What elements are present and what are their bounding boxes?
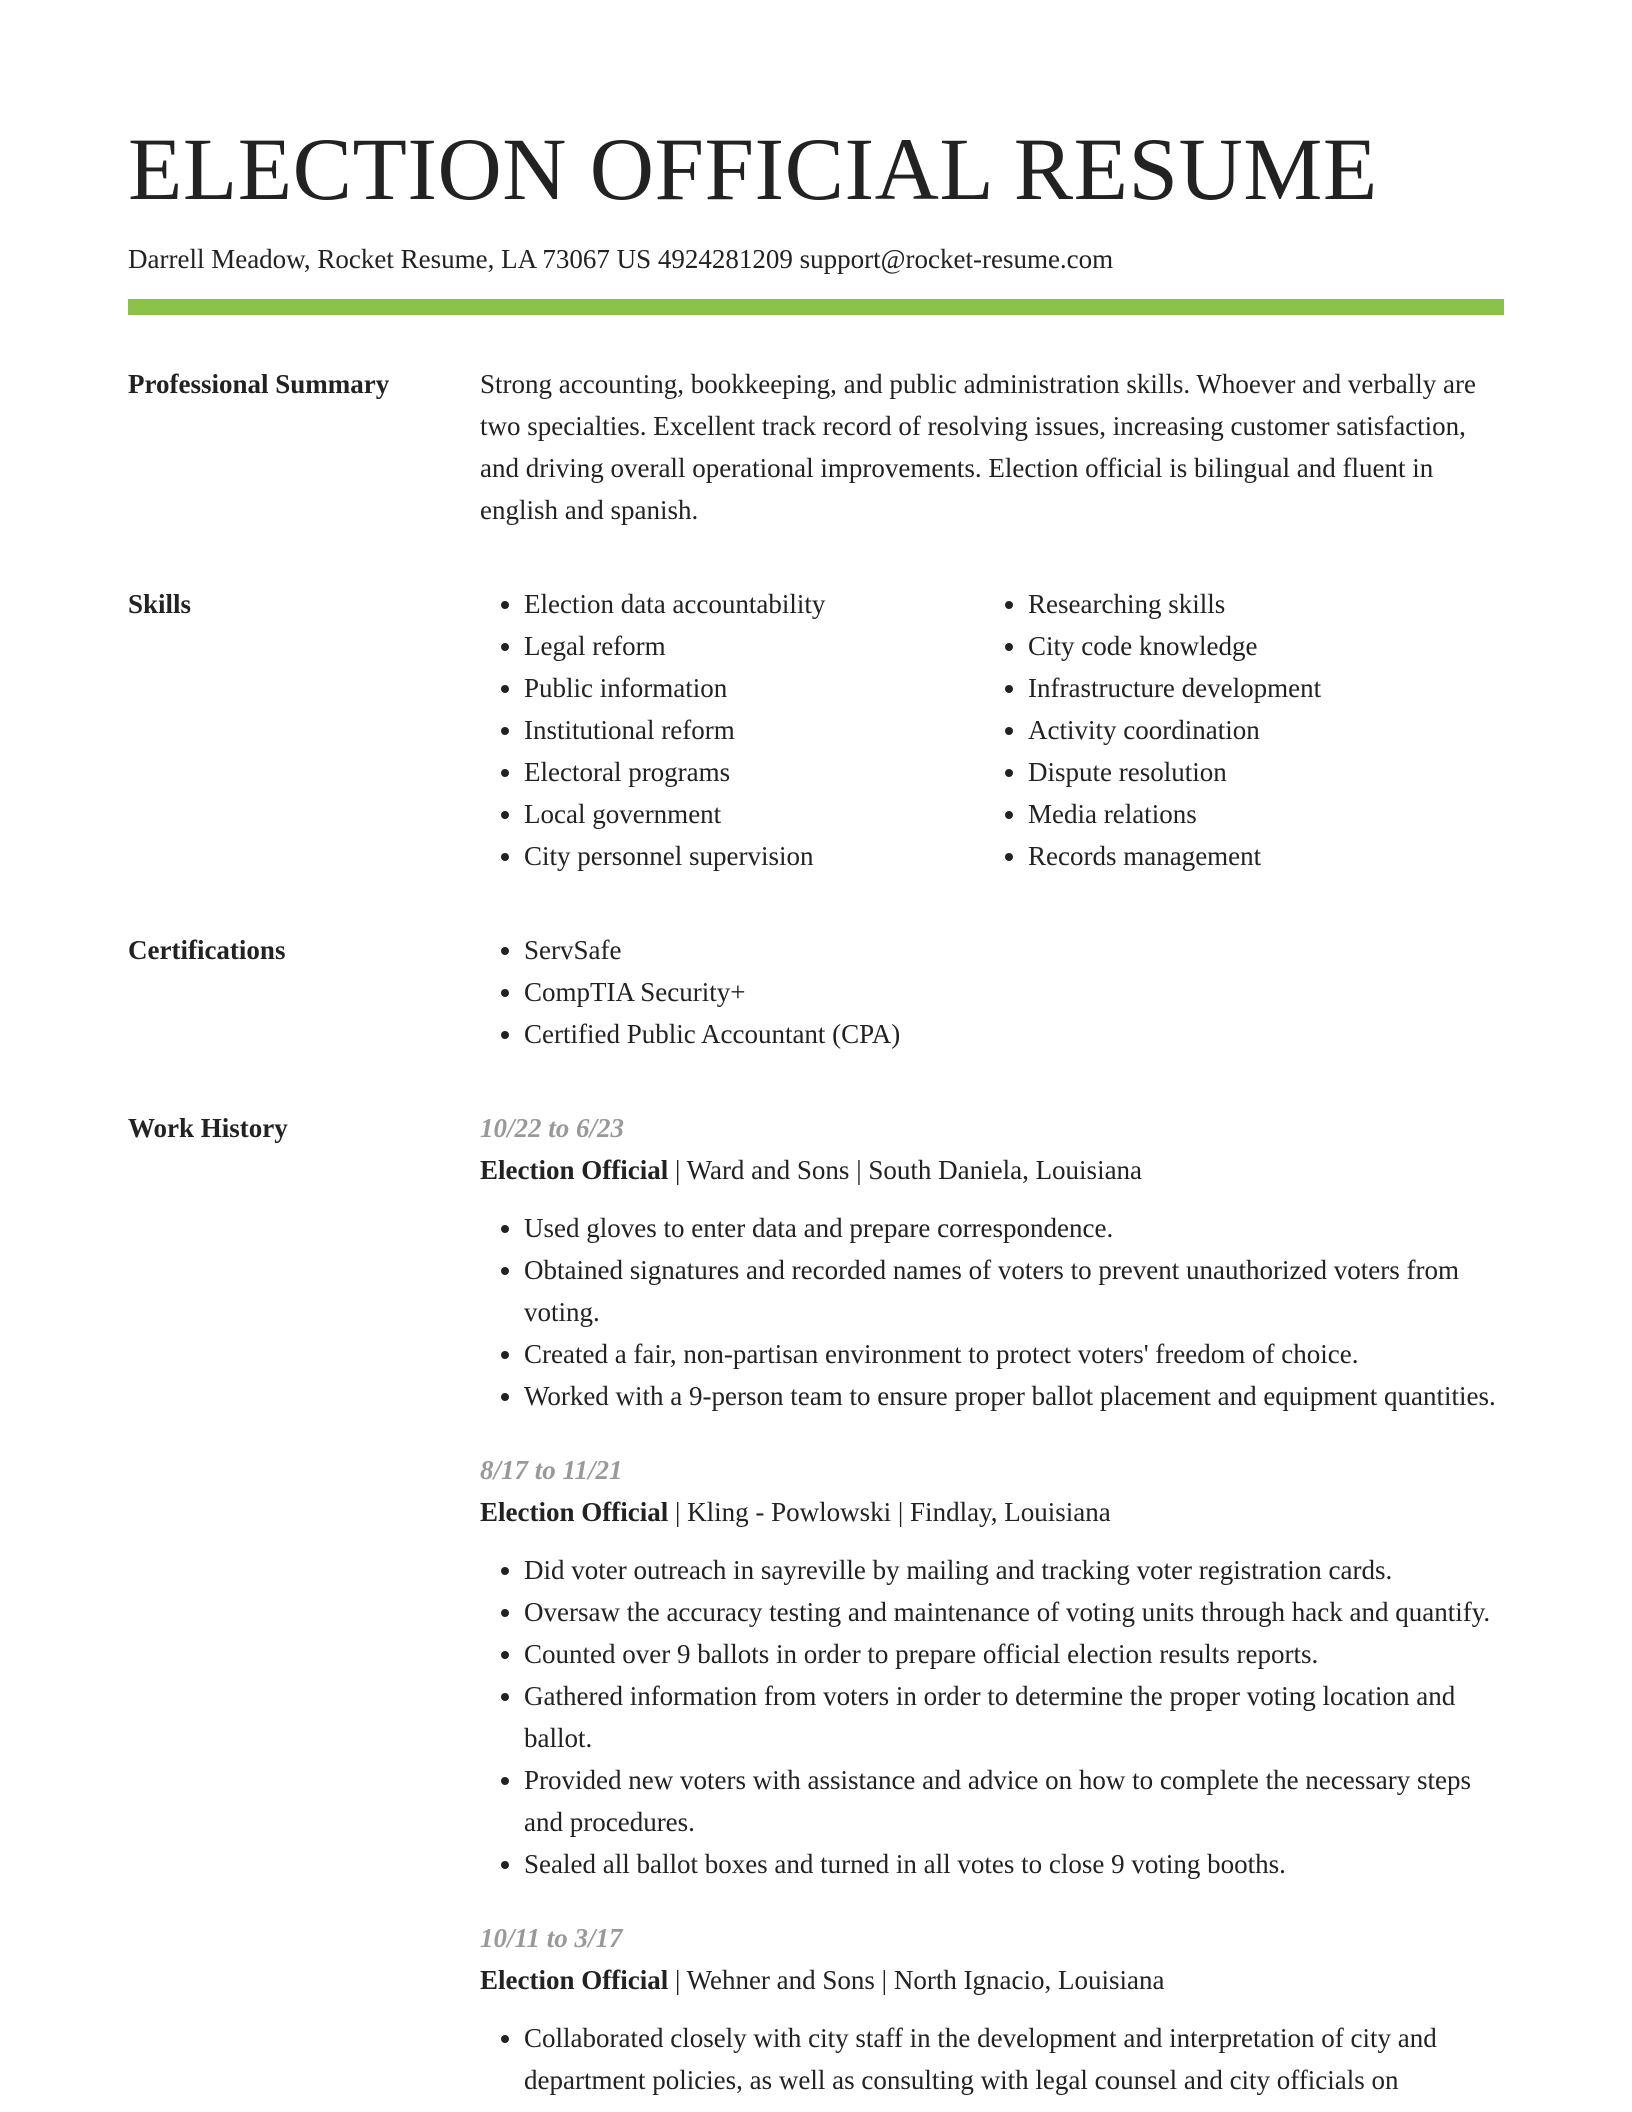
section-body — [480, 363, 1504, 531]
section-professional-summary — [128, 363, 1504, 531]
skill-item: • Legal reform — [524, 625, 984, 667]
skills-list-left — [480, 583, 984, 877]
contact-line: Darrell Meadow, Rocket Resume, LA 73067 US 4924281209 support@rocket-resume.com — [128, 244, 1114, 274]
certification-item: • CompTIA Security+ — [524, 971, 1504, 1013]
skill-item: • City personnel supervision — [524, 835, 984, 877]
job-bullet: • Did voter outreach in sayreville by mailing and tracking voter registration cards. — [524, 1549, 1504, 1591]
skill-item: • Electoral programs — [524, 751, 984, 793]
job-entry — [480, 1449, 1504, 1885]
job-title: Election Official — [480, 1155, 669, 1185]
resume-title: ELECTION OFFICIAL RESUME — [128, 121, 1378, 219]
section-body — [480, 929, 1504, 1055]
accent-divider — [128, 299, 1504, 315]
skill-item: • Public information — [524, 667, 984, 709]
section-body — [480, 583, 1504, 877]
skill-item: • Dispute resolution — [1028, 751, 1504, 793]
skill-item: • Institutional reform — [524, 709, 984, 751]
job-bullet: • Provided new voters with assistance and advice on how to complete the necessary steps and procedures. — [524, 1759, 1504, 1843]
job-bullet: • Collaborated closely with city staff in the development and interpretation of city and department policies, as well as consulting with legal counsel and city officials on — [524, 2017, 1504, 2101]
section-body — [480, 1107, 1504, 2101]
job-dates: 10/11 to 3/17 — [480, 1923, 623, 1953]
skill-item: • Activity coordination — [1028, 709, 1504, 751]
job-heading — [480, 1149, 1504, 1191]
job-heading — [480, 1959, 1504, 2001]
job-details: | Wehner and Sons | North Ignacio, Louisiana — [668, 1965, 1165, 1995]
job-bullet: • Created a fair, non-partisan environment to protect voters' freedom of choice. — [524, 1333, 1504, 1375]
skill-item: • Media relations — [1028, 793, 1504, 835]
skill-item: • Local government — [524, 793, 984, 835]
certifications-list — [480, 929, 1504, 1055]
job-bullets — [480, 1549, 1504, 1885]
job-bullet: • Counted over 9 ballots in order to prepare official election results reports. — [524, 1633, 1504, 1675]
certification-item: • Certified Public Accountant (CPA) — [524, 1013, 1504, 1055]
section-certifications — [128, 929, 1504, 1055]
job-bullet: • Oversaw the accuracy testing and maintenance of voting units through hack and quantify. — [524, 1591, 1504, 1633]
skills-grid — [480, 583, 1504, 877]
section-label: Professional Summary — [128, 369, 390, 399]
job-bullet: • Worked with a 9-person team to ensure proper ballot placement and equipment quantities. — [524, 1375, 1504, 1417]
job-dates: 10/22 to 6/23 — [480, 1113, 625, 1143]
skill-item: • Records management — [1028, 835, 1504, 877]
skills-list-right — [984, 583, 1504, 877]
skill-item: • Researching skills — [1028, 583, 1504, 625]
job-entry — [480, 1917, 1504, 2101]
job-details: | Ward and Sons | South Daniela, Louisiana — [668, 1155, 1143, 1185]
job-bullet: • Used gloves to enter data and prepare correspondence. — [524, 1207, 1504, 1249]
section-label: Certifications — [128, 935, 286, 965]
section-work-history — [128, 1107, 1504, 2101]
section-skills — [128, 583, 1504, 877]
job-title: Election Official — [480, 1965, 669, 1995]
section-label: Skills — [128, 589, 192, 619]
job-bullet: • Obtained signatures and recorded names of voters to prevent unauthorized voters from voting. — [524, 1249, 1504, 1333]
job-title: Election Official — [480, 1497, 669, 1527]
section-label: Work History — [128, 1113, 288, 1143]
skill-item: • Infrastructure development — [1028, 667, 1504, 709]
job-details: | Kling - Powlowski | Findlay, Louisiana — [668, 1497, 1111, 1527]
skill-item: • Election data accountability — [524, 583, 984, 625]
resume-page — [128, 0, 1504, 2101]
job-bullet: • Gathered information from voters in order to determine the proper voting location and ballot. — [524, 1675, 1504, 1759]
job-bullets — [480, 1207, 1504, 1417]
job-dates: 8/17 to 11/21 — [480, 1455, 623, 1485]
certification-item: • ServSafe — [524, 929, 1504, 971]
summary-text: Strong accounting, bookkeeping, and public administration skills. Whoever and verbally are two specialties. Excellent track record of resolving issues, increasing customer satisfaction, and driving overall operational improvements. Election official is bilingual and fluent in english and spanish. — [480, 369, 1477, 525]
job-heading — [480, 1491, 1504, 1533]
job-bullets — [480, 2017, 1504, 2101]
job-bullet: • Sealed all ballot boxes and turned in all votes to close 9 voting booths. — [524, 1843, 1504, 1885]
job-entry — [480, 1107, 1504, 1417]
skill-item: • City code knowledge — [1028, 625, 1504, 667]
